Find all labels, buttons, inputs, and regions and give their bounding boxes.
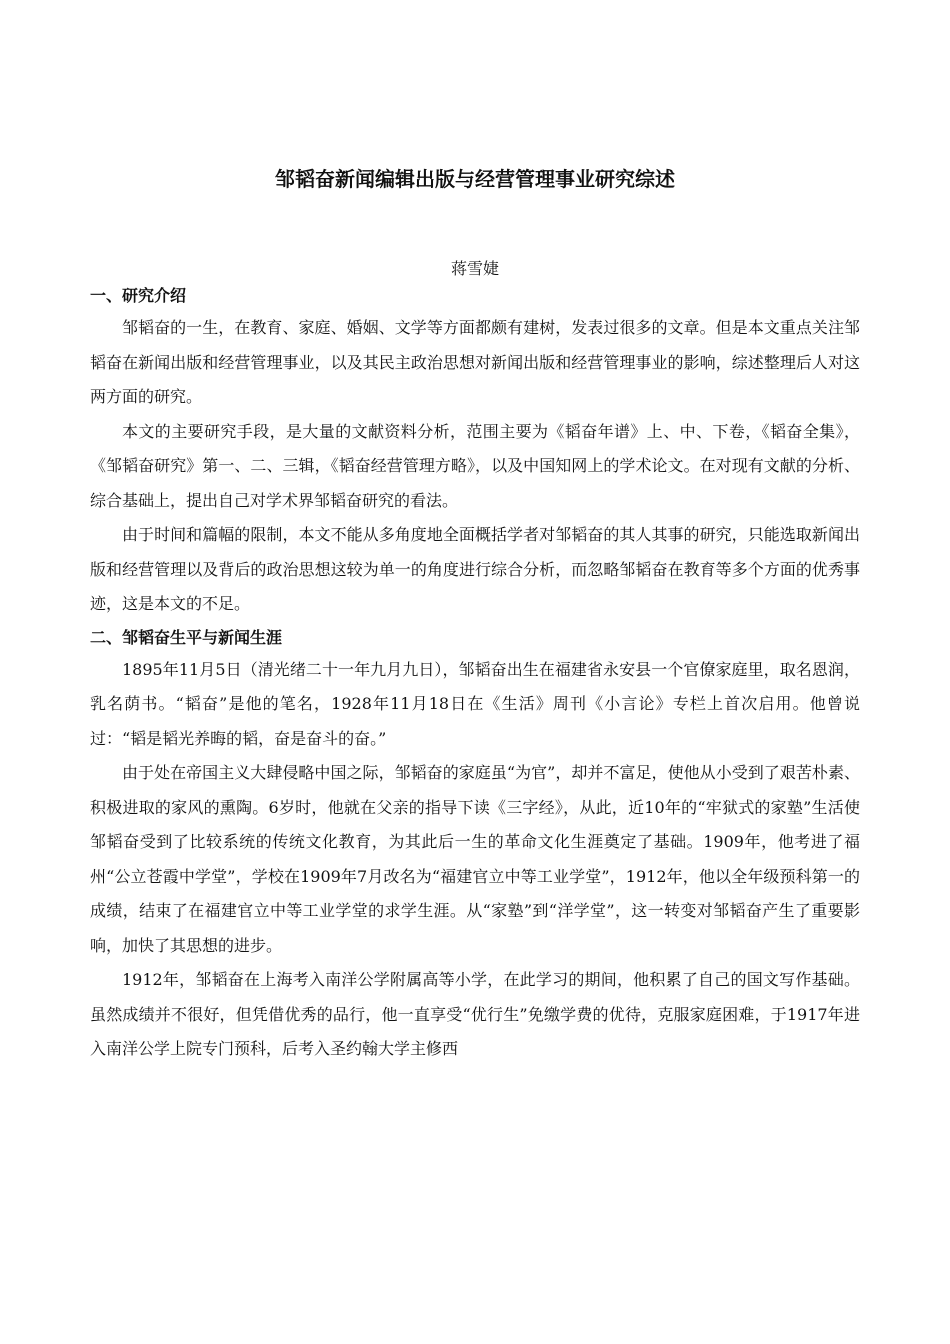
paragraph: 1912年，邹韬奋在上海考入南洋公学附属高等小学，在此学习的期间，他积累了自己的国文写作基础。虽然成绩并不很好，但凭借优秀的品行，他一直享受“优行生”免缴学费的优待，克服家庭困难，于1917年进入南洋公学上院专门预科，后考入圣约翰大学主修西 bbox=[90, 970, 860, 1058]
author-name: 蒋雪婕 bbox=[450, 259, 499, 278]
document-title: 邹韬奋新闻编辑出版与经营管理事业研究综述 bbox=[275, 167, 675, 192]
section-heading-introduction: 一、研究介绍 bbox=[90, 286, 187, 305]
paragraph: 本文的主要研究手段，是大量的文献资料分析，范围主要为《韬奋年谱》上、中、下卷，《韬奋全集》，《邹韬奋研究》第一、二、三辑，《韬奋经营管理方略》，以及中国知网上的学术论文。在对现有文献的分析、综合基础上，提出自己对学术界邹韬奋研究的看法。 bbox=[90, 421, 860, 510]
paragraph: 邹韬奋的一生，在教育、家庭、婚姻、文学等方面都颇有建树，发表过很多的文章。但是本文重点关注邹韬奋在新闻出版和经营管理事业，以及其民主政治思想对新闻出版和经营管理事业的影响，综述整理后人对这两方面的研究。 bbox=[90, 318, 860, 406]
document-body bbox=[90, 280, 860, 1067]
paragraph: 由于时间和篇幅的限制，本文不能从多角度地全面概括学者对邹韬奋的其人其事的研究，只能选取新闻出版和经营管理以及背后的政治思想这较为单一的角度进行综合分析，而忽略邹韬奋在教育等多个方面的优秀事迹，这是本文的不足。 bbox=[90, 525, 860, 613]
paragraph: 由于处在帝国主义大肆侵略中国之际，邹韬奋的家庭虽“为官”，却并不富足，使他从小受到了艰苦朴素、积极进取的家风的熏陶。6岁时，他就在父亲的指导下读《三字经》，从此，近10年的“牢狱式的家塾”生活使邹韬奋受到了比较系统的传统文化教育，为其此后一生的革命文化生涯奠定了基础。1909年，他考进了福州“公立苍霞中学堂”，学校在1909年7月改名为“福建官立中等工业学堂”，1912年，他以全年级预科第一的成绩，结束了在福建官立中等工业学堂的求学生涯。从“家塾”到“洋学堂”，这一转变对邹韬奋产生了重要影响，加快了其思想的进步。 bbox=[90, 763, 860, 955]
paragraph: 1895年11月5日（清光绪二十一年九月九日），邹韬奋出生在福建省永安县一个官僚家庭里，取名恩润，乳名荫书。“韬奋”是他的笔名，1928年11月18日在《生活》周刊《小言论》专栏上首次启用。他曾说过：“韬是韬光养晦的韬，奋是奋斗的奋。” bbox=[90, 659, 860, 748]
section-heading-biography: 二、邹韬奋生平与新闻生涯 bbox=[90, 627, 283, 647]
